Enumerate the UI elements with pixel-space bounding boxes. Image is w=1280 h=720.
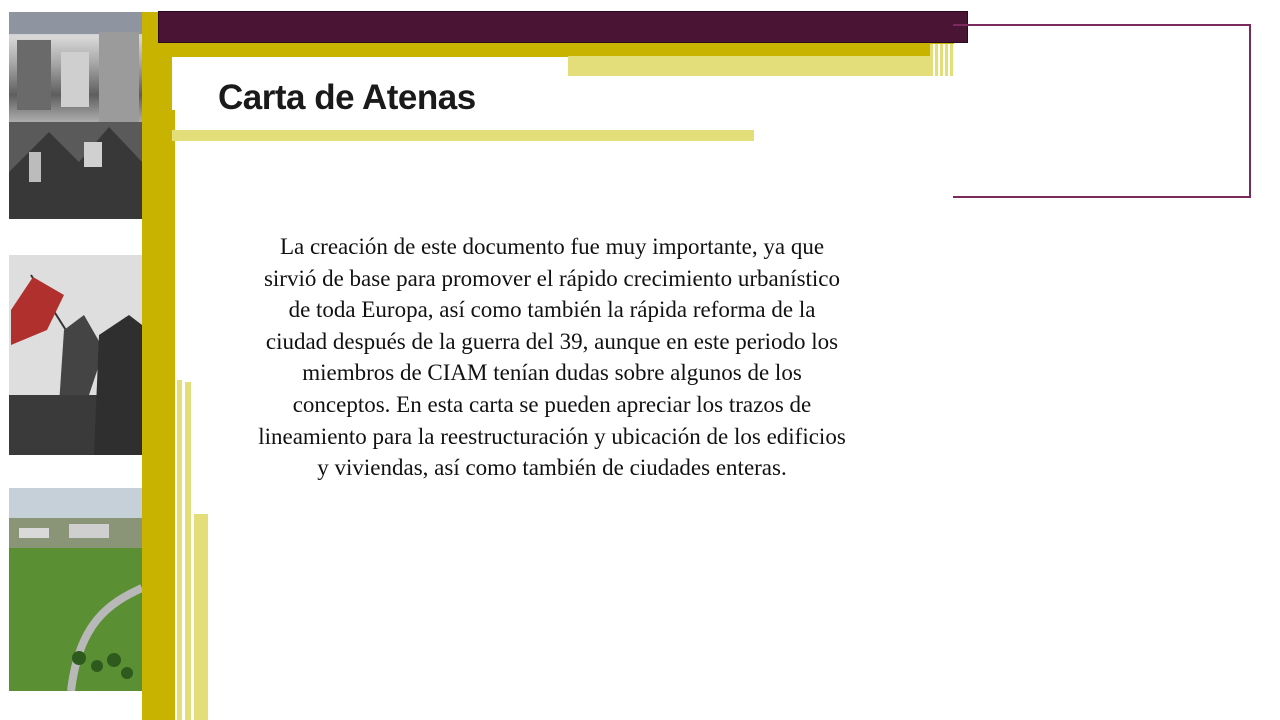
olive-horizontal-bar <box>158 43 954 57</box>
pale-stripe-ticks <box>930 44 954 76</box>
maroon-top-bar <box>158 11 968 43</box>
right-frame-box <box>953 24 1251 198</box>
pale-vertical-stripe-3 <box>194 514 208 720</box>
body-paragraph: La creación de este documento fue muy importante, ya que sirvió de base para promover el rápido crecimiento urbanístico de toda Europa, así como también la rápida reforma de la ciudad después de la guerra del 39, aunque en este periodo los miembros de CIAM tenían dudas sobre algunos de los conceptos. En esta carta se pueden apreciar los trazos de lineamiento para la reestructuración y ubicación de los edificios y viviendas, así como también de ciudades enteras. <box>258 234 846 481</box>
pale-horizontal-band <box>568 56 953 76</box>
pale-vertical-stripe-1 <box>177 380 182 720</box>
flag-raising-photo <box>9 255 142 455</box>
thin-vertical-line <box>172 110 175 720</box>
slide-title: Carta de Atenas <box>218 78 476 117</box>
war-ruins-photo <box>9 12 142 219</box>
title-underline-bar <box>172 130 754 141</box>
city-aerial-photo <box>9 488 142 691</box>
olive-vertical-bar <box>142 12 172 720</box>
pale-vertical-stripe-2 <box>185 382 191 720</box>
